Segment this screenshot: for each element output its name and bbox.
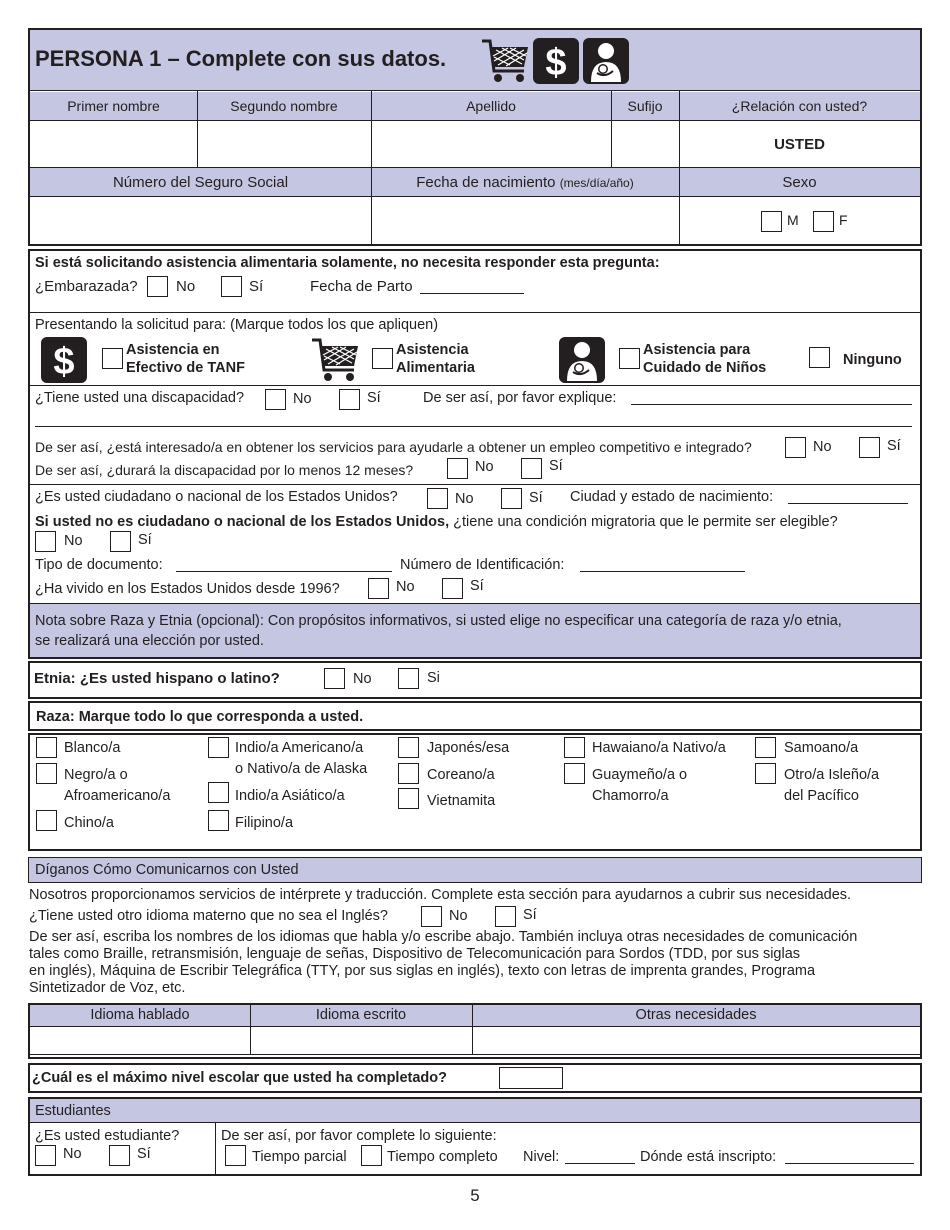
comm-para-4: Sintetizador de Voz, etc. [29,980,186,996]
students-header-bar [30,1099,920,1122]
race-hawaiian-checkbox[interactable] [564,737,585,758]
divider [30,120,920,121]
noncitizen-no-checkbox[interactable] [35,531,56,552]
race-chinese-checkbox[interactable] [36,810,57,831]
sex-m-label: M [787,212,799,228]
relation-label: ¿Relación con usted? [731,98,868,114]
ethnicity-no-checkbox[interactable] [324,668,345,689]
spoken-language-label: Idioma hablado [90,1007,190,1023]
preg-no-checkbox[interactable] [147,276,168,297]
duration-yes-label: Sí [549,458,563,474]
ethnicity-yes-label: Si [427,670,440,686]
race-asind-label: Indio/a Asiático/a [235,788,345,804]
sex-f-label: F [839,212,848,228]
noncitizen-yes-label: Sí [138,532,152,548]
divider [30,90,920,91]
language-yes-checkbox[interactable] [495,906,516,927]
race-black-checkbox[interactable] [36,763,57,784]
disability-yes-label: Sí [367,390,381,406]
comm-para-3: en inglés), Máquina de Escribir Telegráfica (TTY, por sus siglas en inglés), texto con letras de imprenta grandes, Programa [29,963,816,979]
dob-field[interactable] [373,198,678,244]
students-header: Estudiantes [35,1103,111,1119]
childcare-checkbox[interactable] [619,348,640,369]
education-question: ¿Cuál es el máximo nivel escolar que usted ha completado? [32,1070,447,1086]
race-japanese-checkbox[interactable] [398,737,419,758]
race-question: Raza: Marque todo lo que corresponda a usted. [36,709,364,725]
disability-question: ¿Tiene usted una discapacidad? [35,390,245,406]
race-amind-checkbox[interactable] [208,737,229,758]
dob-hint: (mes/día/año) [559,176,634,190]
employment-no-label: No [813,439,832,455]
lived-since-question: ¿Ha vivido en los Estados Unidos desde 1996? [35,581,340,597]
dob-label [371,174,679,192]
education-field[interactable] [499,1067,563,1089]
divider [30,196,920,197]
page-number: 5 [470,1186,480,1205]
middle-name-field[interactable] [199,122,370,166]
race-guamanian-label-1: Guaymeño/a o [592,767,688,783]
employment-yes-label: Sí [887,438,901,454]
divider [30,1026,920,1027]
disability-explain-label: De ser así, por favor explique: [423,390,617,406]
race-korean-checkbox[interactable] [398,763,419,784]
cart-icon [480,37,530,85]
race-guamanian-label-2: Chamorro/a [592,788,669,804]
first-name-field[interactable] [31,122,196,166]
childcare-label-1: Asistencia para [643,342,751,358]
employment-no-checkbox[interactable] [785,437,806,458]
preg-note: Si está solicitando asistencia alimentaria solamente, no necesita responder esta pregunta: [35,255,660,271]
child-care-icon [583,38,629,84]
citizen-question: ¿Es usted ciudadano o nacional de los Estados Unidos? [35,489,398,505]
ethnicity-yes-checkbox[interactable] [398,668,419,689]
suffix-field[interactable] [613,122,678,166]
part-time-label: Tiempo parcial [252,1149,347,1165]
part-time-checkbox[interactable] [225,1145,246,1166]
noncitizen-bold: Si usted no es ciudadano o nacional de los Estados Unidos, [35,514,450,530]
divider [30,1122,920,1123]
race-amind-label-1: Indio/a Americano/a [235,740,364,756]
language-yes-label: Sí [523,907,537,923]
childcare-label-2: Cuidado de Niños [643,360,767,376]
employment-question: De ser así, ¿está interesado/a en obtener los servicios para ayudarle a obtener un empleo competitivo e integrado? [35,439,752,455]
citizen-yes-label: Sí [529,490,543,506]
language-no-checkbox[interactable] [421,906,442,927]
lived-no-checkbox[interactable] [368,578,389,599]
spoken-language-field[interactable] [31,1028,249,1053]
race-guamanian-checkbox[interactable] [564,763,585,784]
enrolled-where-field[interactable] [785,1151,914,1164]
tanf-checkbox[interactable] [102,348,123,369]
race-black-label-2: Afroamericano/a [64,788,171,804]
food-checkbox[interactable] [372,348,393,369]
student-if-label: De ser así, por favor complete lo siguiente: [221,1128,497,1144]
relation-value: USTED [774,136,825,153]
ssn-field[interactable] [31,198,370,244]
lived-no-label: No [396,579,415,595]
duration-no-label: No [475,459,494,475]
race-hawaiian-label: Hawaiano/a Nativo/a [592,740,726,756]
svg-text:$: $ [545,42,567,84]
full-time-checkbox[interactable] [361,1145,382,1166]
middle-name-label: Segundo nombre [230,98,338,114]
duration-no-checkbox[interactable] [447,458,468,479]
race-japanese-label: Japonés/esa [427,740,510,756]
employment-yes-checkbox[interactable] [859,437,880,458]
last-name-field[interactable] [373,122,610,166]
divider [215,1123,216,1174]
first-name-label: Primer nombre [67,98,160,114]
ethnicity-no-label: No [353,671,372,687]
dollar-icon [41,337,87,383]
race-white-checkbox[interactable] [36,737,57,758]
comm-para-1: De ser así, escriba los nombres de los idiomas que habla y/o escribe abajo. También incluya otras necesidades de comunicación [29,929,858,945]
last-name-label: Apellido [466,98,516,114]
student-yes-label: Sí [137,1146,151,1162]
race-pacific-label-1: Otro/a Isleño/a [784,767,880,783]
race-vietnamese-checkbox[interactable] [398,788,419,809]
food-label-1: Asistencia [396,342,469,358]
sex-m-checkbox[interactable] [761,211,782,232]
race-note-line-2: se realizará una elección por usted. [35,633,264,649]
noncitizen-no-label: No [64,533,83,549]
noncitizen-yes-checkbox[interactable] [110,531,131,552]
preg-yes-checkbox[interactable] [221,276,242,297]
race-filipino-checkbox[interactable] [208,810,229,831]
svg-text:$: $ [53,341,75,383]
comm-para-2: tales como Braille, retransmisión, lenguaje de señas, Dispositivo de Telecomunicación para Sordos (TDD, por sus siglas [29,946,801,962]
preg-yes-label: Sí [249,278,264,295]
disability-yes-checkbox[interactable] [339,389,360,410]
none-checkbox[interactable] [809,347,830,368]
dollar-icon [533,38,579,84]
citizen-no-label: No [455,491,474,507]
noncitizen-text: ¿tiene una condición migratoria que le permite ser elegible? [449,514,838,530]
full-time-label: Tiempo completo [387,1149,498,1165]
birthplace-label: Ciudad y estado de nacimiento: [570,489,774,505]
divider [30,385,920,386]
race-asind-checkbox[interactable] [208,782,229,803]
race-white-label: Blanco/a [64,740,121,756]
level-label: Nivel: [523,1149,560,1165]
lived-yes-label: Sí [470,578,484,594]
duration-yes-checkbox[interactable] [521,458,542,479]
race-samoan-checkbox[interactable] [755,737,776,758]
suffix-label: Sufijo [627,98,663,114]
race-korean-label: Coreano/a [427,767,495,783]
noncitizen-question [35,514,838,531]
disability-explain-field-2[interactable] [35,414,912,427]
id-number-label: Número de Identificación: [400,557,565,573]
student-question: ¿Es usted estudiante? [35,1128,180,1144]
enrolled-where-label: Dónde está inscripto: [640,1149,777,1165]
apply-label: Presentando la solicitud para: (Marque todos los que apliquen) [35,317,439,333]
race-vietnamese-label: Vietnamita [427,793,496,809]
disability-explain-field[interactable] [631,392,912,405]
due-date-label: Fecha de Parto [310,278,413,295]
tanf-label-1: Asistencia en [126,342,220,358]
other-needs-field[interactable] [474,1028,919,1053]
id-number-field[interactable] [580,559,745,572]
written-language-label: Idioma escrito [315,1007,407,1023]
ethnicity-question: Etnia: ¿Es usted hispano o latino? [34,670,280,687]
race-amind-label-2: o Nativo/a de Alaska [235,761,368,777]
student-no-label: No [63,1146,82,1162]
other-needs-label: Otras necesidades [635,1007,757,1023]
comm-header: Díganos Cómo Comunicarnos con Usted [35,862,299,878]
preg-no-label: No [176,278,196,295]
race-black-label-1: Negro/a o [64,767,128,783]
preg-question: ¿Embarazada? [35,278,138,295]
language-no-label: No [449,908,468,924]
cart-icon [308,336,362,384]
birthplace-field[interactable] [788,491,908,504]
sex-f-checkbox[interactable] [813,211,834,232]
level-field[interactable] [565,1151,635,1164]
person-title: PERSONA 1 – Complete con sus datos. [35,46,447,71]
disability-no-label: No [293,391,312,407]
dob-label-text: Fecha de nacimiento [416,174,556,191]
race-chinese-label: Chino/a [64,815,114,831]
child-care-icon [559,337,605,383]
doc-type-label: Tipo de documento: [35,557,163,573]
due-date-field[interactable] [420,280,524,294]
citizen-no-checkbox[interactable] [427,488,448,509]
language-question: ¿Tiene usted otro idioma materno que no sea el Inglés? [29,908,388,924]
none-label: Ninguno [843,352,902,368]
food-label-2: Alimentaria [396,360,475,376]
disability-no-checkbox[interactable] [265,389,286,410]
race-pacific-label-2: del Pacífico [784,788,859,804]
citizen-yes-checkbox[interactable] [501,488,522,509]
duration-question: De ser así, ¿durará la discapacidad por lo menos 12 meses? [35,462,414,478]
race-samoan-label: Samoano/a [784,740,859,756]
doc-type-field[interactable] [176,559,392,572]
lived-yes-checkbox[interactable] [442,578,463,599]
divider [30,312,920,313]
student-no-checkbox[interactable] [35,1145,56,1166]
ssn-label: Número del Seguro Social [112,174,289,191]
tanf-label-2: Efectivo de TANF [126,360,245,376]
divider [30,484,920,485]
student-yes-checkbox[interactable] [109,1145,130,1166]
race-pacific-checkbox[interactable] [755,763,776,784]
divider [30,1054,920,1055]
race-note-line-1: Nota sobre Raza y Etnia (opcional): Con propósitos informativos, si usted elige no especificar una categoría de raza y/o etnia, [35,613,842,629]
comm-intro: Nosotros proporcionamos servicios de intérprete y traducción. Complete esta sección para ayudarnos a cubrir sus necesidades. [29,887,852,903]
sex-label: Sexo [782,174,817,191]
written-language-field[interactable] [252,1028,471,1053]
race-filipino-label: Filipino/a [235,815,294,831]
